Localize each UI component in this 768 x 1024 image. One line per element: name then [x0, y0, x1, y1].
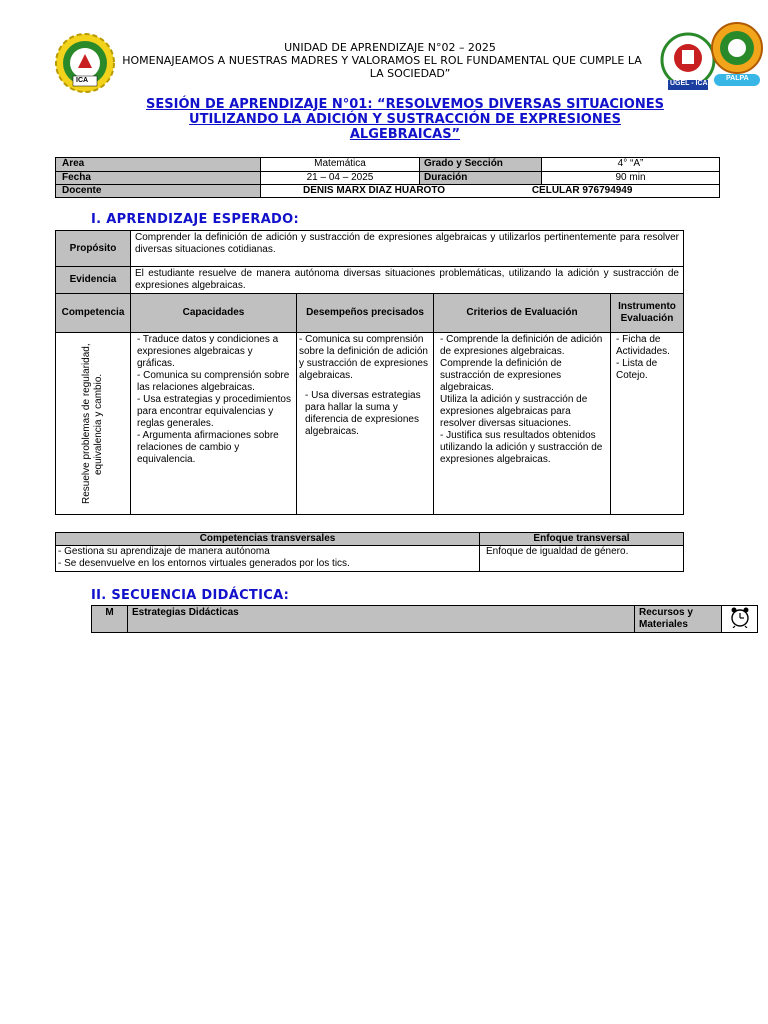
learning-table — [55, 230, 684, 515]
institution-logo-right — [710, 18, 764, 88]
instrumentos-cell — [611, 333, 684, 515]
capacidad-4: - Argumenta afirmaciones sobre relaciones de cambio y equivalencia. — [137, 430, 279, 465]
capacidad-2: - Comunica su comprensión sobre las relaciones algebraicas. — [137, 370, 290, 393]
capacidad-3: - Usa estrategias y procedimientos para encontrar equivalencias y reglas generales. — [137, 394, 291, 429]
right-logo-label: PALPA — [726, 75, 749, 82]
criterio-4: - Justifica sus resultados obtenidos utilizando la adición y sustracción de expresiones algebraicas. — [440, 430, 603, 465]
capacidades-cell — [131, 333, 297, 515]
competencia-cell — [56, 333, 131, 515]
date-value: 21 – 04 – 2025 — [261, 172, 420, 185]
grade-value: 4° “A” — [542, 158, 720, 172]
col-capacidades: Capacidades — [131, 294, 297, 333]
date-label: Fecha — [56, 172, 261, 185]
transversal-table — [55, 532, 684, 572]
col-recursos: Recursos y Materiales — [635, 606, 722, 633]
info-table — [55, 157, 720, 198]
purpose-value: Comprender la definición de adición y sustracción de expresiones algebraicas y utilizarlos pertinentemente para resolver diversas situaciones cotidianas. — [131, 231, 684, 267]
enfoque-value: Enfoque de igualdad de género. — [480, 546, 684, 572]
sequence-table — [91, 605, 758, 633]
transversal-item-1: - Gestiona su aprendizaje de manera autónoma — [58, 546, 270, 557]
session-title-2: UTILIZANDO LA ADICIÓN Y SUSTRACCIÓN DE EXPRESIONES — [189, 112, 621, 127]
instrumento-1: - Ficha de Actividades. — [616, 334, 670, 357]
section-1-heading: I. APRENDIZAJE ESPERADO: — [91, 212, 299, 227]
evidence-value: El estudiante resuelve de manera autónoma diversas situaciones problemáticas, utilizando la adición y sustracción de expresiones algebraicas. — [131, 267, 684, 294]
teacher-value: DENIS MARX DIAZ HUAROTO — [303, 185, 446, 196]
grade-label: Grado y Sección — [420, 158, 542, 172]
col-criterios: Criterios de Evaluación — [434, 294, 611, 333]
criterio-3: Utiliza la adición y sustracción de expresiones algebraicas para resolver diversas situaciones. — [440, 394, 588, 429]
col-instrumento: Instrumento Evaluación — [611, 294, 684, 333]
col-desempenos: Desempeños precisados — [297, 294, 434, 333]
desempeno-2: - Usa diversas estrategias para hallar la suma y diferencia de expresiones algebraicas. — [305, 390, 421, 437]
col-time — [722, 606, 758, 633]
duration-value: 90 min — [542, 172, 720, 185]
criterio-2: Comprende la definición de sustracción de expresiones algebraicas. — [440, 358, 562, 393]
desempenos-cell — [297, 333, 434, 515]
session-title-1: SESIÓN DE APRENDIZAJE N°01: “RESOLVEMOS DIVERSAS SITUACIONES — [146, 97, 664, 112]
col-competencia: Competencia — [56, 294, 131, 333]
ugel-logo-label: UGEL - ICA — [670, 80, 708, 87]
criterios-cell — [434, 333, 611, 515]
section-2-heading: II. SECUENCIA DIDÁCTICA: — [91, 588, 290, 603]
ugel-logo — [658, 32, 718, 92]
phone-value: CELULAR 976794949 — [531, 185, 633, 196]
left-logo-label: ICA — [76, 77, 89, 84]
col-enfoque-transversal: Enfoque transversal — [480, 533, 684, 546]
homage-line-2: LA SOCIEDAD” — [369, 67, 451, 80]
col-estrategias: Estrategias Didácticas — [128, 606, 635, 633]
col-m: M — [92, 606, 128, 633]
instrumento-2: - Lista de Cotejo. — [616, 358, 658, 381]
homage-line-1: HOMENAJEAMOS A NUESTRAS MADRES Y VALORAMOS EL ROL FUNDAMENTAL QUE CUMPLE LA — [122, 55, 642, 67]
evidence-label: Evidencia — [56, 267, 131, 294]
competencia-text: Resuelve problemas de regularidad, equivalencia y cambio. — [81, 343, 104, 504]
teacher-row — [261, 185, 720, 198]
purpose-label: Propósito — [56, 231, 131, 267]
transversal-competencias-cell — [56, 546, 480, 572]
session-title-3: ALGEBRAICAS” — [349, 127, 461, 142]
desempeno-1: - Comunica su comprensión sobre la definición de adición y sustracción de expresiones algebraicas. — [299, 334, 428, 381]
area-label: Área — [56, 158, 261, 172]
duration-label: Duración — [420, 172, 542, 185]
unit-line: UNIDAD DE APRENDIZAJE N°02 – 2025 — [284, 41, 496, 54]
criterio-1: - Comprende la definición de adición de expresiones algebraicas. — [440, 334, 603, 357]
transversal-item-2: - Se desenvuelve en los entornos virtuales generados por los tics. — [58, 558, 350, 569]
area-value: Matemática — [261, 158, 420, 172]
col-competencias-transversales: Competencias transversales — [56, 533, 480, 546]
teacher-label: Docente — [56, 185, 261, 198]
clock-icon — [729, 606, 751, 628]
capacidad-1: - Traduce datos y condiciones a expresiones algebraicas y gráficas. — [137, 334, 279, 369]
